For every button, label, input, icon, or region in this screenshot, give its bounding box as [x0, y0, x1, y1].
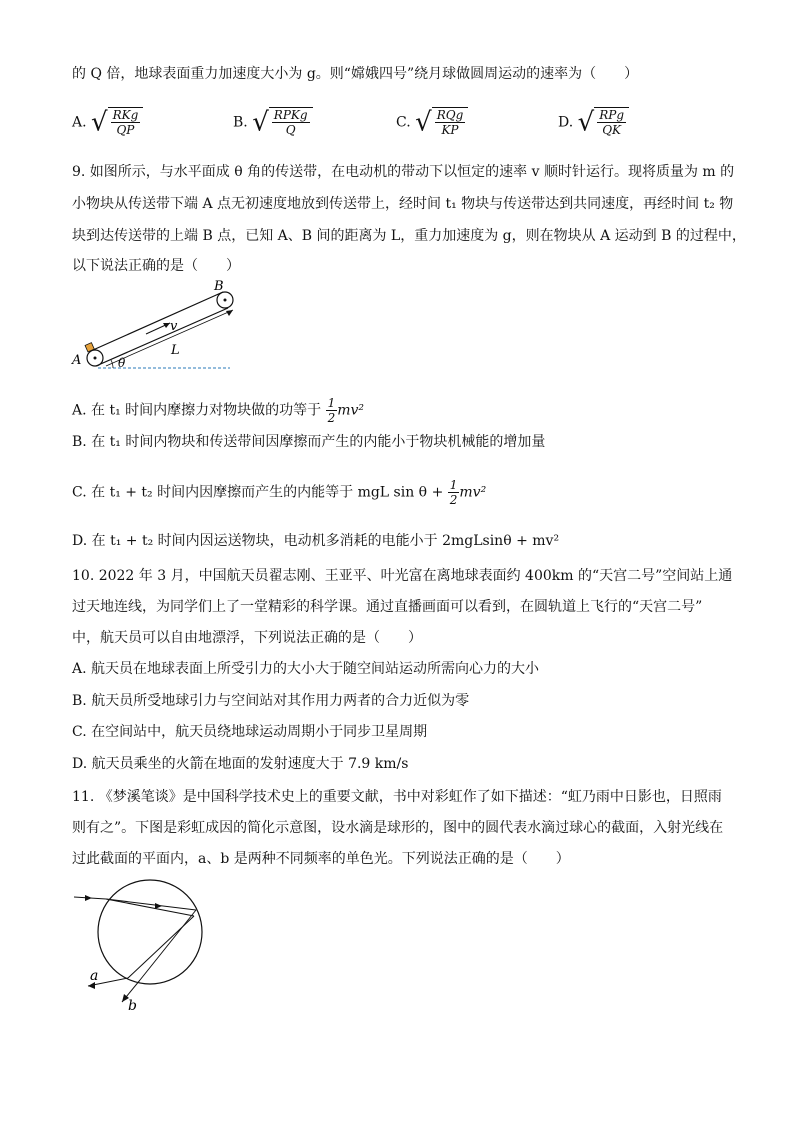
label-a: A	[72, 353, 82, 368]
q9-stem-line-1: 9. 如图所示，与水平面成 θ 角的传送带，在电动机的带动下以恒定的速率 v 顺时针运行。现将质量为 m 的	[72, 164, 735, 180]
label-v: v	[170, 319, 178, 334]
conveyor-belt-figure	[68, 278, 248, 378]
q9-option-c: C. 在 t₁ + t₂ 时间内因摩擦而产生的内能等于 mgL sin θ + $\frac{1}{2}$ mv²	[72, 478, 487, 507]
label-ray-b: b	[128, 998, 137, 1014]
q9-option-a: A. 在 t₁ 时间内摩擦力对物块做的功等于 $\frac{1}{2}$ mv²	[72, 396, 365, 425]
label-l: L	[171, 343, 180, 358]
label-theta: θ	[118, 356, 126, 370]
q10-option-a: A. 航天员在地球表面上所受引力的大小大于随空间站运动所需向心力的大小	[72, 661, 540, 677]
q9-stem-line-2: 小物块从传送带下端 A 点无初速度地放到传送带上，经时间 t₁ 物块与传送带达到共同速度，再经时间 t₂ 物	[72, 196, 734, 212]
q10-option-b: B. 航天员所受地球引力与空间站对其作用力两者的合力近似为零	[72, 693, 470, 709]
q10-option-d: D. 航天员乘坐的火箭在地面的发射速度大于 7.9 km/s	[72, 756, 409, 772]
q9-option-d: D. 在 t₁ + t₂ 时间内因运送物块，电动机多消耗的电能小于 2mgLsinθ + mv²	[72, 533, 560, 549]
rainbow-droplet-figure	[70, 872, 210, 1017]
q11-stem-line-1: 11. 《梦溪笔谈》是中国科学技术史上的重要文献，书中对彩虹作了如下描述：“虹乃雨中日影也，日照雨	[72, 789, 722, 805]
q9-option-b: B. 在 t₁ 时间内物块和传送带间因摩擦而产生的内能小于物块机械能的增加量	[72, 434, 546, 450]
q11-stem-line-2: 则有之”。下图是彩虹成因的简化示意图，设水滴是球形的，图中的圆代表水滴过球心的截面，入射光线在	[72, 820, 724, 836]
q10-option-c: C. 在空间站中，航天员绕地球运动周期小于同步卫星周期	[72, 724, 428, 740]
q10-stem-line-1: 10. 2022 年 3 月，中国航天员翟志刚、王亚平、叶光富在离地球表面约 400km 的“天宫二号”空间站上通	[72, 568, 733, 584]
q10-stem-line-3: 中，航天员可以自由地漂浮，下列说法正确的是（ ）	[72, 630, 422, 646]
q9-stem-line-3: 块到达传送带的上端 B 点，已知 A、B 间的距离为 L，重力加速度为 g，则在物块从 A 运动到 B 的过程中，	[72, 228, 746, 244]
q8-option-d: D. √ $\frac{\text{RPg}}{QK}$	[558, 107, 629, 138]
q8-option-b: B. √ $\frac{\text{RPKg}}{Q}$	[233, 107, 313, 138]
q10-stem-line-2: 过天地连线，为同学们上了一堂精彩的科学课。通过直播画面可以看到，在圆轨道上飞行的“天宫二号”	[72, 599, 703, 615]
label-b: B	[214, 279, 224, 294]
q9-stem-line-4: 以下说法正确的是（ ）	[72, 258, 240, 274]
q11-stem-line-3: 过此截面的平面内，a、b 是两种不同频率的单色光。下列说法正确的是（ ）	[72, 851, 570, 867]
q8-stem-line: 的 Q 倍，地球表面重力加速度大小为 g。则“嫦娥四号”绕月球做圆周运动的速率为（ ）	[72, 66, 639, 82]
q8-option-c: C. √ $\frac{\text{RQg}}{KP}$	[396, 107, 468, 138]
q8-option-a: A. √ $\frac{\text{RKg}}{QP}$	[72, 107, 143, 138]
label-ray-a: a	[90, 968, 99, 984]
